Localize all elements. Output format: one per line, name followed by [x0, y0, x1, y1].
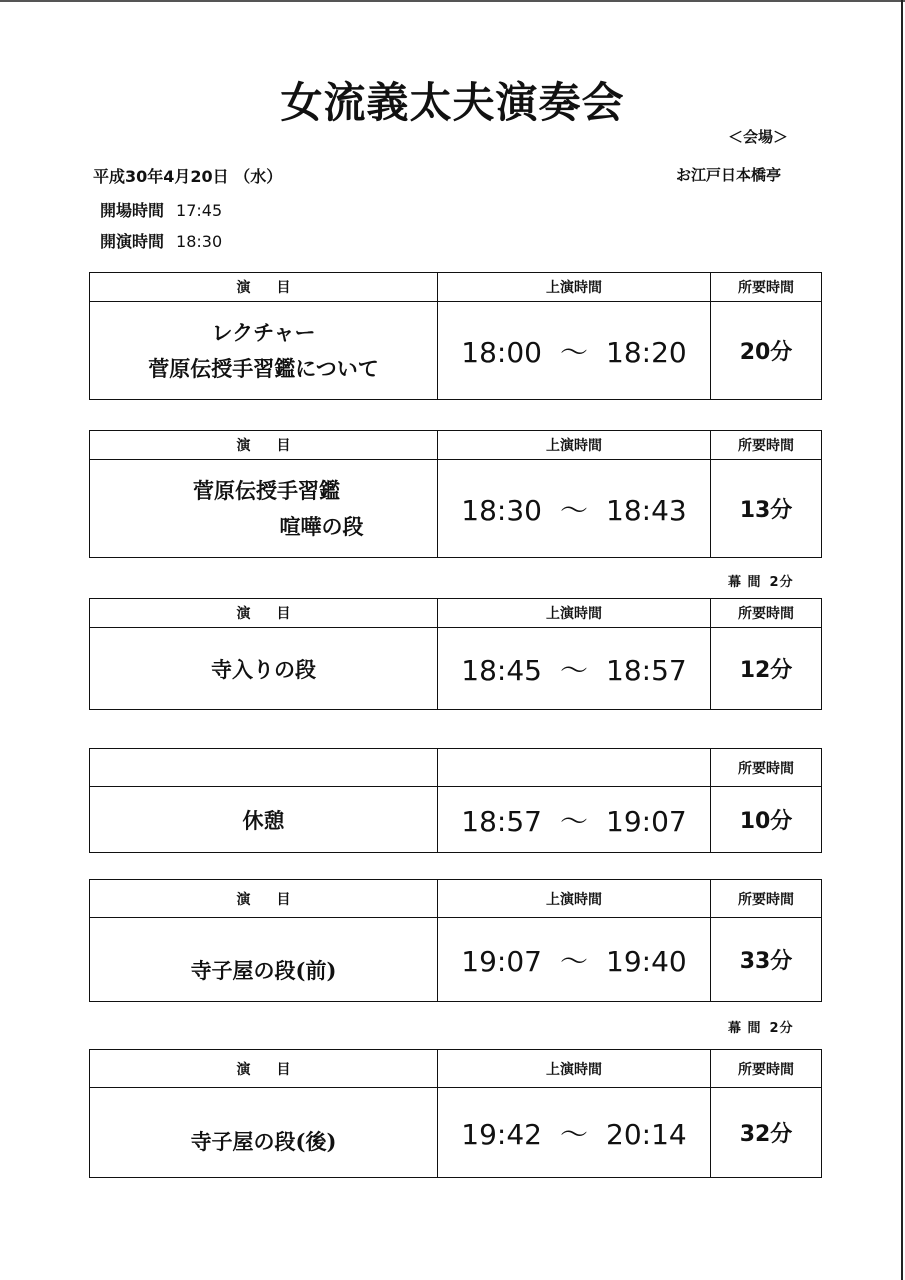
- range-tilde: ～: [559, 493, 588, 527]
- performance-time: [438, 1088, 711, 1178]
- header-performance-time: 上演時間: [438, 599, 711, 628]
- program-title-line: 喧嘩の段: [279, 513, 364, 539]
- header-program: 演目: [90, 431, 438, 460]
- header-program: 演目: [90, 273, 438, 302]
- header-program: 演目: [90, 880, 438, 918]
- performance-time: [438, 460, 711, 558]
- event-date: 平成30年4月20日 （水）: [93, 167, 283, 186]
- duration: 33分: [711, 918, 822, 1002]
- page-title: 女流義太夫演奏会: [280, 78, 625, 127]
- program-title: [90, 460, 438, 558]
- header-duration: 所要時間: [711, 273, 822, 302]
- range-tilde: ～: [559, 1117, 588, 1151]
- header-duration: 所要時間: [711, 880, 822, 918]
- open-time-value: 17:45: [176, 201, 223, 220]
- program-table-terakoya-first: [89, 879, 822, 1002]
- start-time: 19:07: [461, 944, 542, 978]
- program-table-terakoya-second: [89, 1049, 822, 1178]
- range-tilde: ～: [559, 804, 588, 838]
- intermission-label: 幕 間: [728, 1021, 762, 1036]
- end-time: 19:07: [606, 804, 687, 838]
- duration: 20分: [711, 302, 822, 400]
- intermission-label: 幕 間: [728, 575, 762, 590]
- header-performance-time: 上演時間: [438, 880, 711, 918]
- end-time: 18:57: [606, 653, 687, 687]
- performance-time: [438, 787, 711, 853]
- header-program-empty: [90, 749, 438, 787]
- start-time: 18:57: [461, 804, 542, 838]
- program-table-lecture: [89, 272, 822, 400]
- start-time: 18:30: [461, 493, 542, 527]
- range-tilde: ～: [559, 653, 588, 687]
- range-tilde: ～: [559, 335, 588, 369]
- start-time-value: 18:30: [176, 232, 223, 251]
- start-time: 18:00: [461, 335, 542, 369]
- intermission-value: 2分: [769, 1021, 794, 1036]
- end-time: 20:14: [606, 1117, 687, 1151]
- venue-name: お江戸日本橋亭: [676, 166, 782, 184]
- open-time-line: [100, 198, 222, 221]
- program-table-break: [89, 748, 822, 853]
- end-time: 19:40: [606, 944, 687, 978]
- intermission-note: [728, 1017, 794, 1036]
- page-top-edge: [0, 0, 905, 2]
- start-time-label: 開演時間: [100, 232, 165, 251]
- program-table-kenka: [89, 430, 822, 558]
- header-program: 演目: [90, 599, 438, 628]
- page-right-edge: [901, 0, 903, 1280]
- header-duration: 所要時間: [711, 1050, 822, 1088]
- header-program: 演目: [90, 1050, 438, 1088]
- header-duration: 所要時間: [711, 749, 822, 787]
- start-time: 18:45: [461, 653, 542, 687]
- duration: 32分: [711, 1088, 822, 1178]
- start-time: 19:42: [461, 1117, 542, 1151]
- header-performance-time: 上演時間: [438, 1050, 711, 1088]
- header-performance-time: 上演時間: [438, 431, 711, 460]
- performance-time: [438, 918, 711, 1002]
- program-title-line: レクチャー: [211, 319, 316, 345]
- header-performance-time: 上演時間: [438, 273, 711, 302]
- program-title: 寺入りの段: [90, 628, 438, 710]
- venue-label: ＜会場＞: [728, 128, 789, 146]
- end-time: 18:43: [606, 493, 687, 527]
- duration: 10分: [711, 787, 822, 853]
- intermission-note: [728, 571, 794, 590]
- program-table-terairi: [89, 598, 822, 710]
- header-performance-time-empty: [438, 749, 711, 787]
- end-time: 18:20: [606, 335, 687, 369]
- program-title: 寺子屋の段(後): [90, 1088, 438, 1178]
- header-duration: 所要時間: [711, 599, 822, 628]
- open-time-label: 開場時間: [100, 201, 165, 220]
- program-title-line: 菅原伝授手習鑑: [193, 477, 340, 503]
- duration: 13分: [711, 460, 822, 558]
- header-duration: 所要時間: [711, 431, 822, 460]
- range-tilde: ～: [559, 944, 588, 978]
- performance-time: [438, 628, 711, 710]
- intermission-value: 2分: [769, 575, 794, 590]
- program-title-line: 菅原伝授手習鑑について: [148, 355, 379, 381]
- program-title: [90, 302, 438, 400]
- performance-time: [438, 302, 711, 400]
- duration: 12分: [711, 628, 822, 710]
- start-time-line: [100, 229, 222, 252]
- program-title: 寺子屋の段(前): [90, 918, 438, 1002]
- program-title: 休憩: [90, 787, 438, 853]
